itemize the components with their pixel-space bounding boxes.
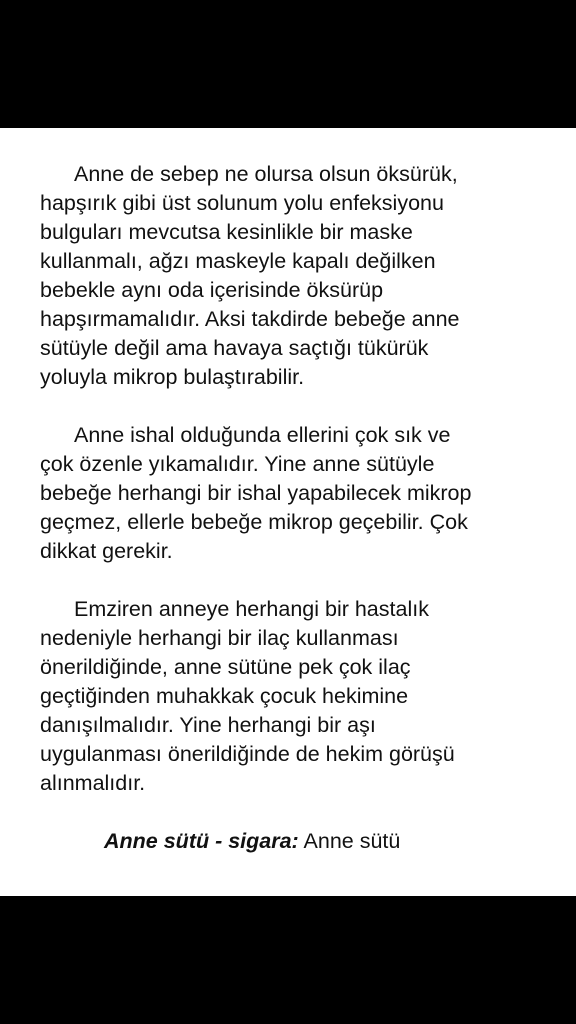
top-letterbox [0, 0, 576, 128]
section-text: Anne sütü [303, 829, 401, 853]
text-line: geçtiğinden muhakkak çocuk hekimine [40, 684, 409, 708]
text-line: bebeğe herhangi bir ishal yapabilecek mikrop [40, 481, 472, 505]
paragraph-diarrhea [40, 421, 544, 566]
text-line: Emziren anneye herhangi bir hastalık [74, 597, 429, 621]
text-line: bulguları mevcutsa kesinlikle bir maske [40, 220, 413, 244]
text-line: uygulanması önerildiğinde de hekim görüşü [40, 742, 455, 766]
text-line: alınmalıdır. [40, 771, 146, 795]
document-body [40, 160, 544, 856]
section-heading: Anne sütü - sigara: [104, 829, 299, 853]
text-line: Anne de sebep ne olursa olsun öksürük, [74, 162, 458, 186]
text-line: yoluyla mikrop bulaştırabilir. [40, 365, 305, 389]
paragraph-mask [40, 160, 544, 392]
bottom-letterbox [0, 896, 576, 1024]
text-line: kullanmalı, ağzı maskeyle kapalı değilken [40, 249, 436, 273]
text-line: hapşırmamalıdır. Aksi takdirde bebeğe anne [40, 307, 460, 331]
text-line: nedeniyle herhangi bir ilaç kullanması [40, 626, 399, 650]
paragraph-medication [40, 595, 544, 798]
text-line: önerildiğinde, anne sütüne pek çok ilaç [40, 655, 411, 679]
text-line: dikkat gerekir. [40, 539, 173, 563]
text-line: hapşırık gibi üst solunum yolu enfeksiyonu [40, 191, 444, 215]
text-line: çok özenle yıkamalıdır. Yine anne sütüyle [40, 452, 435, 476]
document-page[interactable] [0, 128, 576, 896]
text-line: danışılmalıdır. Yine herhangi bir aşı [40, 713, 376, 737]
text-line: sütüyle değil ama havaya saçtığı tükürük [40, 336, 429, 360]
text-line: bebekle aynı oda içerisinde öksürüp [40, 278, 384, 302]
text-line: Anne ishal olduğunda ellerini çok sık ve [74, 423, 451, 447]
section-heading-line [40, 827, 544, 856]
text-line: geçmez, ellerle bebeğe mikrop geçebilir. Çok [40, 510, 468, 534]
